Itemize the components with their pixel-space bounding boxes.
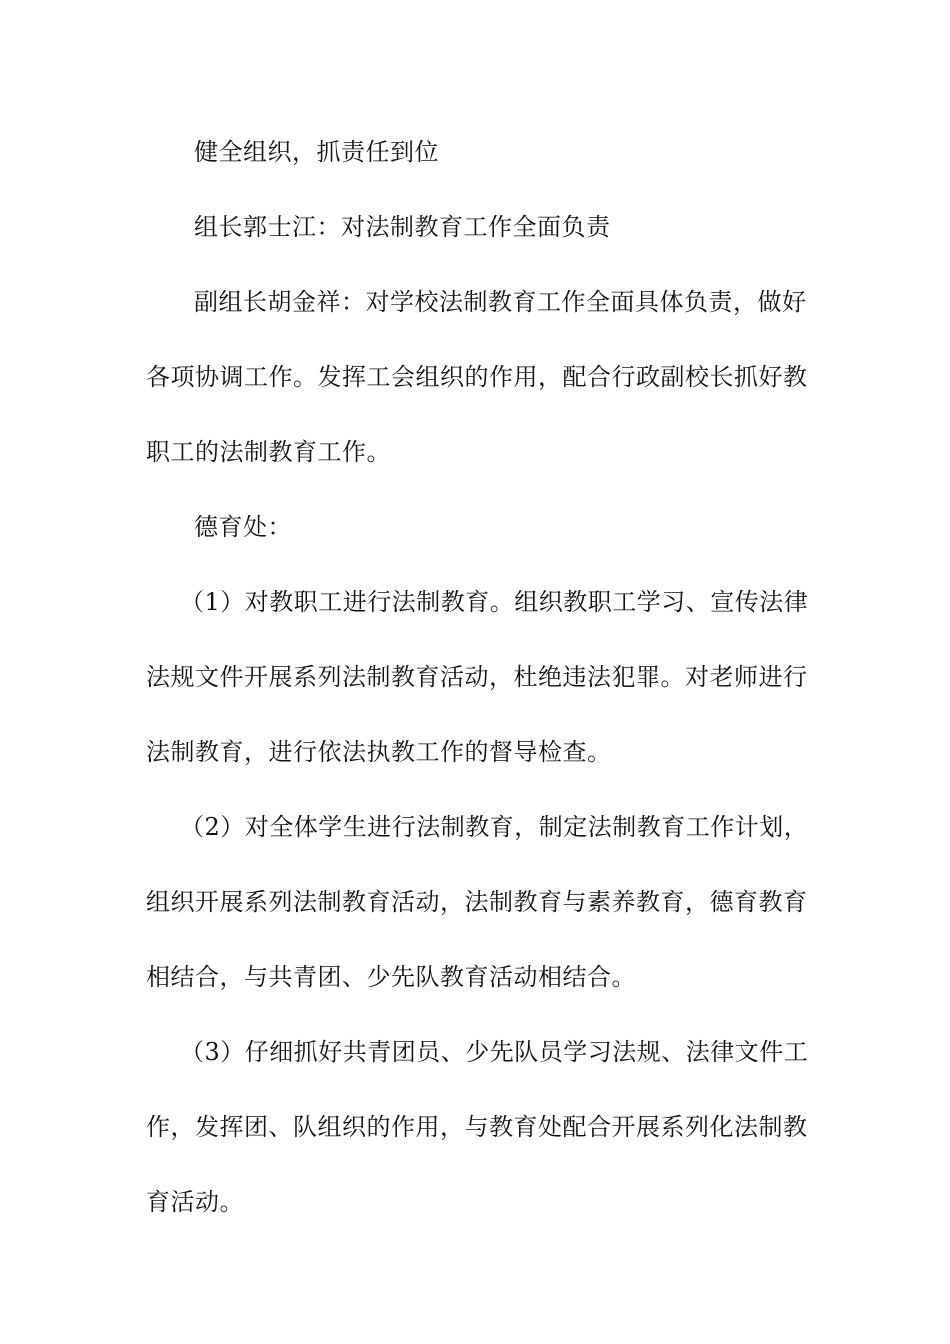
- paragraph-line: （1）对教职工进行法制教育。组织教职工学习、宣传法律: [180, 588, 809, 616]
- section-label: 德育处：: [194, 513, 292, 541]
- paragraph-line: （2）对全体学生进行法制教育，制定法制教育工作计划，: [180, 813, 809, 841]
- paragraph-line: 育活动。: [146, 1188, 244, 1216]
- paragraph-line: 相结合，与共青团、少先队教育活动相结合。: [146, 963, 636, 991]
- paragraph-line: 副组长胡金祥：对学校法制教育工作全面具体负责，做好: [194, 288, 807, 316]
- section-heading: 健全组织，抓责任到位: [194, 138, 439, 166]
- paragraph-line: 组长郭士江：对法制教育工作全面负责: [194, 213, 611, 241]
- paragraph-line: 作，发挥团、队组织的作用，与教育处配合开展系列化法制教: [146, 1113, 808, 1141]
- paragraph-line: 各项协调工作。发挥工会组织的作用，配合行政副校长抓好教: [146, 363, 808, 391]
- paragraph-line: 职工的法制教育工作。: [146, 438, 391, 466]
- paragraph-line: 组织开展系列法制教育活动，法制教育与素养教育，德育教育: [146, 888, 808, 916]
- paragraph-line: （3）仔细抓好共青团员、少先队员学习法规、法律文件工: [180, 1038, 809, 1066]
- paragraph-line: 法制教育，进行依法执教工作的督导检查。: [146, 738, 612, 766]
- paragraph-line: 法规文件开展系列法制教育活动，杜绝违法犯罪。对老师进行: [146, 663, 808, 691]
